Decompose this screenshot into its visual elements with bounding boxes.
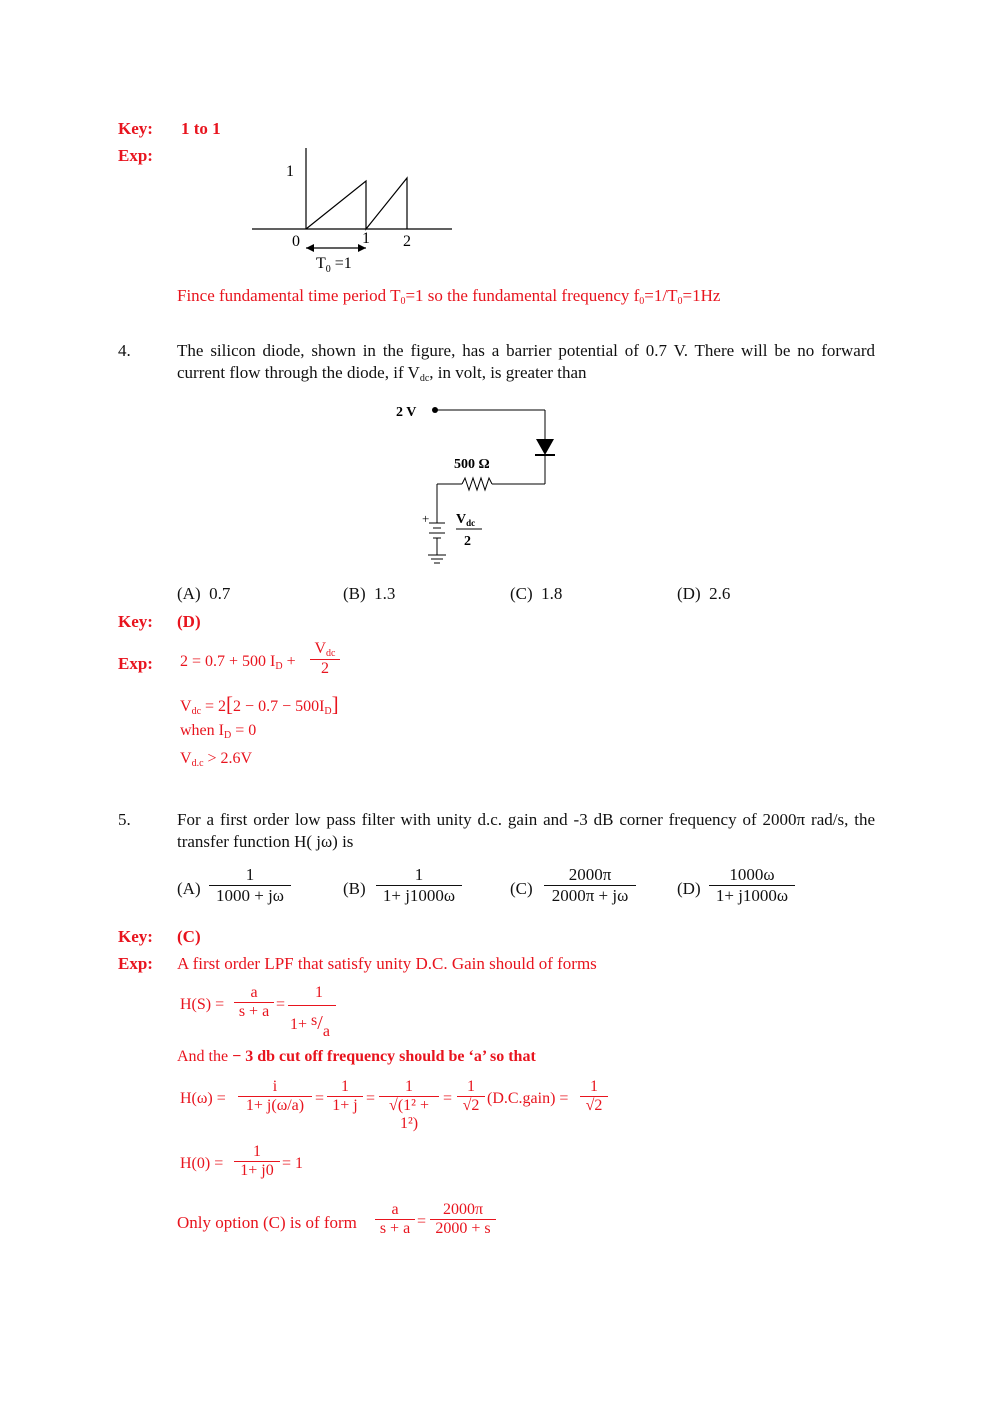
hs-left: H(S) = <box>180 996 225 1013</box>
hw-fraction-2: $\frac{1}{1+ j}$ <box>327 1078 363 1115</box>
equals: = <box>315 1090 325 1107</box>
q4-option-a: (A) 0.7 <box>177 584 231 603</box>
only-option-text: Only option (C) is of form <box>177 1213 357 1232</box>
equals: = <box>417 1213 427 1230</box>
q5-option-a-label: (A) <box>177 879 201 898</box>
hw-fraction-4: $\frac{1}{√2}$ <box>457 1078 485 1115</box>
period-label: $T_0 =1$ <box>316 255 352 275</box>
only-fraction-2: $\frac{2000\pi}{2000 + s}$ <box>430 1201 496 1238</box>
sawtooth-graph <box>240 140 470 280</box>
h0-left: H(0) = <box>180 1155 224 1172</box>
y-axis-label: 1 <box>286 163 294 180</box>
q4-question: The silicon diode, shown in the figure, has a barrier potential of 0.7 V. There will be no forward current flow through the diode, if $V_{dc}$, in volt, is greater than <box>177 341 875 384</box>
hs-fraction-2-bar <box>288 1005 336 1006</box>
battery-den: 2 <box>464 534 471 549</box>
q5-option-c-label: (C) <box>510 879 533 898</box>
equation-3: when $I_D = 0$ <box>180 722 257 741</box>
key-value: (C) <box>177 927 201 946</box>
q5-explanation-2: And the − 3 db cut off frequency should be ‘a’ so that <box>177 1048 536 1065</box>
h0-right: = 1 <box>282 1155 304 1172</box>
dc-gain-text: (D.C.gain) = <box>487 1090 569 1107</box>
hs-fraction-2-den: 1+ s/a <box>290 1012 330 1040</box>
equation-1-left: 2 = 0.7 + 500 $I_D$ + <box>180 653 296 672</box>
q5-option-c-fraction: $\frac{2000\pi}{2000\pi + j\omega}$ <box>544 865 636 906</box>
equation-1-fraction: $V_{dc}$ 2 <box>310 640 340 678</box>
key-value: 1 to 1 <box>181 119 221 138</box>
q5-option-a-fraction: $\frac{1}{1000 + j\omega}$ <box>209 865 291 906</box>
exp-label: Exp: <box>118 654 153 673</box>
equals: = <box>443 1090 453 1107</box>
q4-number: 4. <box>118 341 131 360</box>
exp-label: Exp: <box>118 954 153 973</box>
equation-4: $V_{d.c} > 2.6V$ <box>180 750 253 769</box>
key-label: Key: <box>118 119 153 138</box>
hw-fraction-5: $\frac{1}{√2}$ <box>580 1078 608 1115</box>
only-fraction-1: $\frac{a}{s + a}$ <box>375 1201 415 1238</box>
x-tick-1: 1 <box>362 230 370 247</box>
equals: = <box>366 1090 376 1107</box>
q4-option-b: (B) 1.3 <box>343 584 396 603</box>
hs-equals: = <box>276 996 286 1013</box>
h0-fraction: $\frac{1}{1+ j0}$ <box>234 1143 280 1180</box>
resistor-label: 500 Ω <box>454 457 490 472</box>
q5-number: 5. <box>118 810 131 829</box>
key-label: Key: <box>118 612 153 631</box>
source-label: 2 V <box>396 405 417 420</box>
q4-option-d: (D) 2.6 <box>677 584 731 603</box>
equation-2: $V_{dc} = 2[2 - 0.7 - 500I_D]$ <box>180 692 339 717</box>
q5-question: For a first order low pass filter with unity d.c. gain and -3 dB corner frequency of 2000π rad/s, the transfer function H( jω) is <box>177 810 875 851</box>
q3-explanation: Fince fundamental time period $T_0=1$ so the fundamental frequency $f_0=1/T_0=1Hz$ <box>177 286 721 307</box>
key-value: (D) <box>177 612 201 631</box>
battery-plus: + <box>422 511 430 526</box>
diode-circuit <box>390 395 570 575</box>
x-tick-0: 0 <box>292 233 300 250</box>
q5-option-d-label: (D) <box>677 879 701 898</box>
hw-fraction-1: $\frac{i}{1+ j(\omega/a)}$ <box>238 1078 312 1115</box>
q5-explanation-1: A first order LPF that satisfy unity D.C. Gain should of forms <box>177 954 597 973</box>
q4-option-c: (C) 1.8 <box>510 584 563 603</box>
exp-label: Exp: <box>118 146 153 165</box>
q5-option-b-fraction: $\frac{1}{1+ j1000\omega}$ <box>376 865 462 906</box>
x-tick-2: 2 <box>403 233 411 250</box>
hw-left: H(ω) = <box>180 1090 226 1107</box>
q5-option-d-fraction: $\frac{1000\omega}{1+ j1000\omega}$ <box>709 865 795 906</box>
hs-fraction-2-num: 1 <box>315 984 323 1001</box>
hw-fraction-3: $\frac{1}{\text{√(1² + 1²)}}$ <box>379 1078 439 1133</box>
hs-fraction-1: $\frac{a}{s + a}$ <box>234 984 274 1021</box>
key-label: Key: <box>118 927 153 946</box>
q5-option-b-label: (B) <box>343 879 366 898</box>
battery-num: $V_{dc}$ <box>456 512 476 528</box>
